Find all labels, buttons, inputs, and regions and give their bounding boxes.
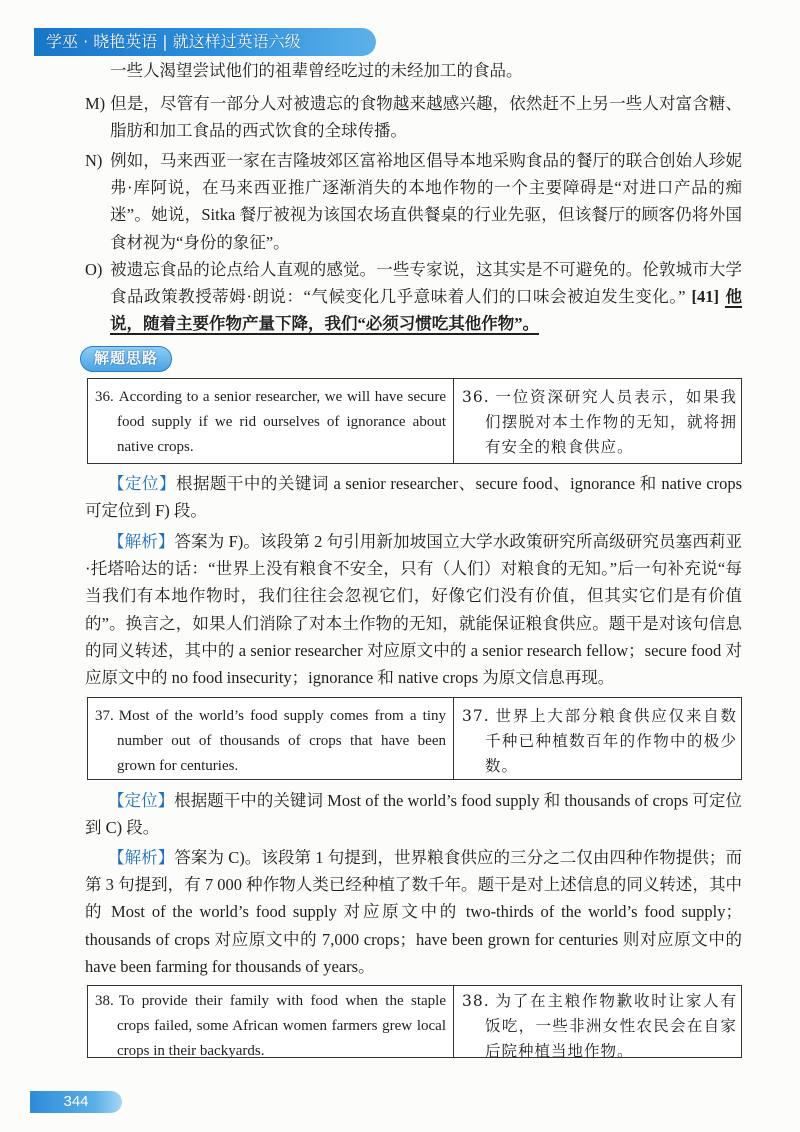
question-english [88, 986, 453, 1057]
section-badge: 解题思路 [80, 346, 172, 372]
question-english [88, 698, 453, 779]
locate-tag: 【定位】 [108, 474, 176, 493]
paragraph-text: 但是，尽管有一部分人对被遗忘的食物越来越感兴趣，依然赶不上另一些人对富含糖、脂肪和加工食品的西式饮食的全球传播。 [110, 94, 742, 141]
question-number: 37. [462, 707, 490, 725]
question-chinese [453, 698, 741, 779]
analysis-tag: 【解析】 [108, 532, 175, 551]
question-number: 37. [95, 708, 114, 724]
question-table [87, 985, 742, 1058]
locate-text: 根据题干中的关键词 a senior researcher、secure food、ignorance 和 native crops 可定位到 F) 段。 [85, 474, 743, 521]
passage-continuation: 一些人渴望尝试他们的祖辈曾经吃过的未经加工的食品。 [110, 61, 523, 80]
question-chinese-text: 世界上大部分粮食供应仅来自数千种已种植数百年的作物中的极少数。 [485, 707, 737, 775]
analysis-note [85, 844, 742, 980]
question-chinese [453, 986, 741, 1060]
paragraph-label: M) [85, 94, 106, 113]
question-chinese-text: 一位资深研究人员表示，如果我们摆脱对本土作物的无知，就将拥有安全的粮食供应。 [485, 388, 737, 456]
series-name: 学巫 · 晓艳英语 [46, 32, 158, 51]
paragraph-m [85, 90, 742, 144]
question-english-text: Most of the world’s food supply comes from a tiny number out of thousands of crops that have been grown for centuries. [117, 708, 446, 774]
question-number: 38. [462, 992, 490, 1010]
analysis-tag: 【解析】 [108, 848, 175, 867]
analysis-note [85, 528, 742, 691]
header-separator: | [162, 32, 168, 51]
question-english-text: According to a senior researcher, we will have secure food supply if we rid ourselves of ignorance about native crops. [117, 389, 446, 455]
paragraph-n [85, 147, 742, 256]
question-number: 36. [462, 388, 490, 406]
question-table [87, 697, 742, 780]
paragraph-text: 例如，马来西亚一家在吉隆坡郊区富裕地区倡导本地采购食品的餐厅的联合创始人珍妮弗·库阿说，在马来西亚推广逐渐消失的本地作物的一个主要障碍是“对进口产品的痴迷”。她说，Sitka 餐厅被视为该国农场直供餐桌的行业先驱，但该餐厅的顾客仍将外国食材视为“身份的象征”。 [110, 151, 742, 252]
paragraph-o [85, 256, 742, 338]
question-english-text: To provide their family with food when the staple crops failed, some African women farmers grew local crops in their backyards. [117, 993, 446, 1059]
locate-note [85, 787, 742, 841]
paragraph-label: N) [85, 151, 103, 170]
question-english [88, 379, 453, 463]
locate-tag: 【定位】 [108, 791, 175, 810]
running-header [34, 28, 376, 56]
paragraph-label: O) [85, 260, 103, 279]
question-table [87, 378, 742, 464]
analysis-text: 答案为 C)。该段第 1 句提到，世界粮食供应的三分之二仅由四种作物提供；而第 3 句提到，有 7 000 种作物人类已经种植了数千年。题干是对上述信息的同义转述，其中的 Most of the world’s food supply 对应原文中的 two-thirds of the world’s food supply；thousands of crops 对应原文中的 7,000 crops；have been grown for centuries 则对应原文中的 have been farming for thousands of years。 [85, 848, 743, 976]
question-number: 36. [95, 389, 114, 405]
paragraph-text: 被遗忘食品的论点给人直观的感觉。一些专家说，这其实是不可避免的。伦敦城市大学食品政策教授蒂姆·朗说：“气候变化几乎意味着人们的口味会被迫发生变化。” [110, 260, 742, 307]
question-chinese [453, 379, 741, 463]
question-number: 38. [95, 993, 114, 1009]
question-chinese-text: 为了在主粮作物歉收时让家人有饭吃，一些非洲女性农民会在自家后院种植当地作物。 [485, 992, 737, 1060]
locate-note [85, 470, 742, 524]
answer-key-sentence: 他说，随着主要作物产量下降，我们“必须习惯吃其他作物”。 [110, 287, 742, 334]
analysis-text: 答案为 F)。该段第 2 句引用新加坡国立大学水政策研究所高级研究员塞西莉亚·托塔哈达的话：“世界上没有粮食不安全，只有（人们）对粮食的无知。”后一句补充说“每当我们有本地作物时，我们往往会忽视它们，好像它们没有价值，但其实它们是有价值的”。换言之，如果人们消除了对本土作物的无知，就能保证粮食供应。题干是对该句信息的同义转述，其中的 a senior researcher 对应原文中的 a senior research fellow；secure food 对应原文中的 no food insecurity；ignorance 和 native crops 为原文信息再现。 [85, 532, 743, 688]
page-number: 344 [30, 1091, 122, 1113]
question-marker: [41] [691, 287, 719, 307]
book-title: 就这样过英语六级 [172, 32, 301, 51]
locate-text: 根据题干中的关键词 Most of the world’s food supply 和 thousands of crops 可定位到 C) 段。 [85, 791, 742, 838]
